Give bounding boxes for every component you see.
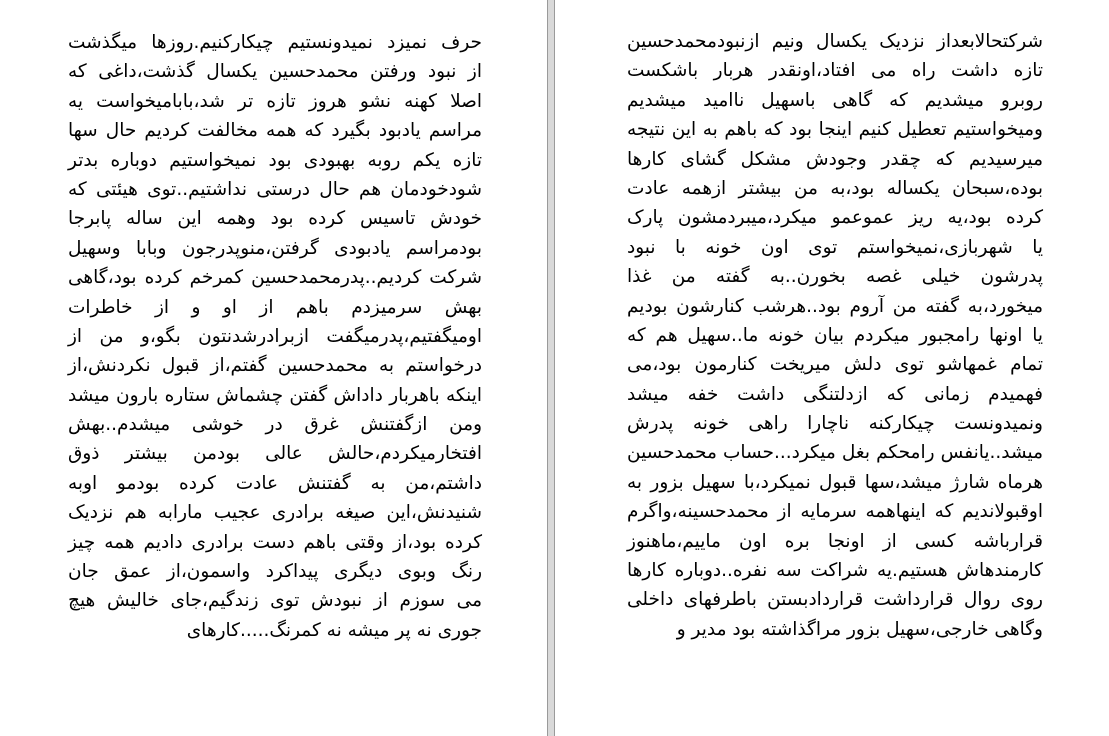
right-page-line: بوده،سبحان یکساله بود،به من بیشتر ازهمه عادت [627, 177, 1043, 199]
right-page-line: قرارباشه کسی از اونجا بره اون ماییم،ماهنوز [627, 530, 1043, 552]
left-page-line: مراسم یادبود بگیرد که همه مخالفت کردیم حال سها [68, 120, 482, 142]
right-page-line: پدرشون خیلی غصه بخورن..به گفته من غذا [627, 266, 1043, 288]
left-page-line: خودش تاسیس کرده بود وهمه این ساله پابرجا [68, 208, 482, 230]
right-page-line: ونمیدونست چیکارکنه ناچارا راهی خونه پدرش [627, 413, 1043, 435]
left-page-line: شنیدنش،این صیغه برادری عجیب مارابه هم نزدیک [68, 502, 482, 524]
right-page-line: تمام غمهاشو توی دلش میریخت کنارمون بود،می [627, 354, 1043, 376]
left-page-line: اصلا کهنه نشو هروز تازه تر شد،بابامیخواست یه [68, 90, 482, 112]
left-page-line: می سوزم از نبودش توی زندگیم،جای خالیش هیچ [68, 590, 482, 612]
left-page-line: شرکت کردیم..پدرمحمدحسین کمرخم کرده بود،گاهی [68, 267, 482, 289]
right-page-line: ومیخواستیم تعطیل کنیم اینجا بود که باهم به این نتیجه [627, 119, 1043, 141]
left-page-line: داشتم،من به گفتنش عادت کرده بودمو اوبه [68, 472, 482, 494]
left-page-line: حرف نمیزد نمیدونستیم چیکارکنیم.روزها میگذشت [68, 32, 482, 53]
left-page-line: رنگ وبوی دیگری پیداکرد واسمون،از عمق جان [68, 561, 482, 583]
left-page-line: افتخارمیکردم،حالش عالی بودمن بیشتر ذوق [68, 443, 482, 465]
left-page-line: اینکه باهربار داداش گفتن چشماش ستاره بارون میشد [68, 384, 482, 406]
right-page-text [627, 27, 1043, 644]
left-page-line: تازه یکم روبه بهبودی بود نمیخواستیم دوباره بدتر [68, 149, 482, 171]
left-page [0, 0, 548, 736]
left-page-line: بهش سرمیزدم باهم از او و از خاطرات [68, 296, 482, 318]
right-page-line: اوقبولاندیم که اینهاهمه سرمایه از محمدحسینه،واگرم [627, 501, 1043, 523]
right-page-line: وگاهی خارجی،سهیل بزور مراگذاشته بود مدیر و [676, 618, 1043, 640]
right-page-line: میرسیدیم که چقدر وجودش مشکل گشای کارها [627, 148, 1043, 170]
right-page-line: میشد..یانفس رامحکم بغل میکرد...حساب محمدحسین [627, 442, 1043, 464]
right-page-line: یا اونها رامجبور میکردم بیان خونه ما..سهیل هم که [627, 324, 1043, 346]
left-page-line: بودمراسم یادبودی گرفتن،منوپدرجون وبابا وسهیل [68, 237, 482, 259]
right-page [554, 0, 1109, 736]
left-page-line: ومن ازگفتنش غرق در خوشی میشدم..بهش [68, 414, 482, 436]
left-page-line: جوری نه پر میشه نه کمرنگ.....کارهای [186, 619, 482, 641]
left-page-text [68, 28, 482, 645]
right-page-line: میخورد،به گفته من آروم بود..هرشب کنارشون بودیم [627, 295, 1043, 317]
left-page-line: شودخودمان هم حال درستی نداشتیم..توی هیئتی که [68, 178, 482, 200]
right-page-line: یا شهربازی،نمیخواستم توی اون خونه با نبود [627, 236, 1043, 258]
left-page-line: اومیگفتیم،پدرمیگفت ازبرادرشدنتون بگو،و من از [68, 325, 482, 347]
right-page-line: فهمیدم زمانی که ازدلتنگی داشت خفه میشد [627, 383, 1043, 405]
right-page-line: روی روال قرارداشت قراردادبستن باطرفهای داخلی [627, 589, 1043, 611]
right-page-line: تازه داشت راه می افتاد،اونقدر هربار باشکست [627, 60, 1043, 82]
right-page-line: شرکتحالابعداز نزدیک یکسال ونیم ازنبودمحمدحسین [627, 31, 1043, 52]
right-page-line: هرماه شارژ میشد،سها قبول نمیکرد،با سهیل بزور به [627, 471, 1043, 493]
right-page-line: روبرو میشدیم که گاهی باسهیل ناامید میشدیم [627, 89, 1043, 111]
left-page-line: از نبود ورفتن محمدحسین یکسال گذشت،داغی که [68, 61, 482, 83]
right-page-line: کارمندهاش هستیم.یه شراکت سه نفره..دوباره کارها [627, 560, 1043, 582]
left-page-line: کرده بود،از وقتی باهم دست برادری دادیم همه چیز [68, 531, 482, 553]
right-page-line: کرده بود،یه ریز عموعمو میکرد،میبردمشون پارک [627, 207, 1043, 229]
left-page-line: درخواستم به محمدحسین گفتم،از قبول نکردنش،از [68, 355, 482, 377]
